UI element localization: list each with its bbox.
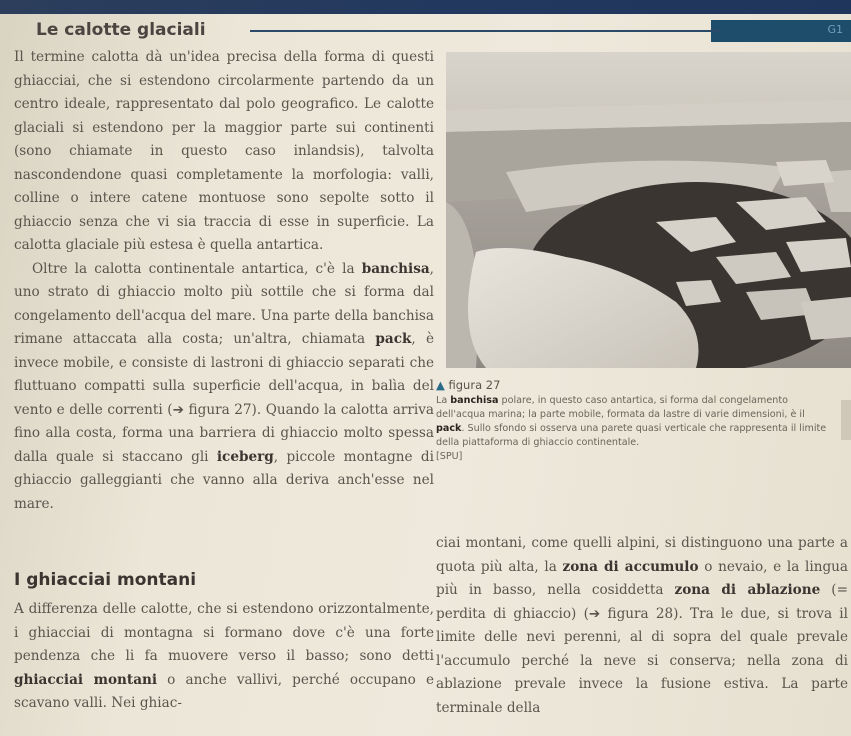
figure-caption: ▲ figura 27 La banchisa polare, in questo caso antartica, si forma dal congelamento dell'acqua marina; la parte mobile, formata da lastre di varie dimensioni, è il pack. Sullo sfondo si osserva una parete quasi verticale che rappresenta il limite della piattaforma di ghiaccio continentale. [SPU] xyxy=(436,378,836,464)
intro-paragraph-2: Oltre la calotta continentale antartica, c'è la banchisa, uno strato di ghiaccio molto più sottile che si forma dal congelamento dell'acqua del mare. Una parte della banchisa rimane attaccata alla costa; un'altra, chiamata pack, è invece mobile, e consiste di lastroni di ghiaccio separati che fluttuano compatti sulla superficie dell'acqua, in balìa del vento e delle correnti (➔ figura 27). Quando la calotta arriva fino alla costa, forma una barriera di ghiaccio molto spessa dalla quale si staccano gli iceberg, piccole montagne di ghiaccio galleggianti che vanno alla deriva anch'esse nel mare. xyxy=(14,260,434,512)
right-column-paragraph: ciai montani, come quelli alpini, si distinguono una parte a quota più alta, la zona di accumulo o nevaio, e la lingua più in basso, nella cosiddetta zona di ablazione (= perdita di ghiaccio) (➔ figura 28). Tra le due, si trova il limite delle nevi perenni, al di sopra del quale prevale l'accumulo perché la neve si conserva; nella zona di ablazione prevale invece la fusione estiva. La parte terminale della xyxy=(436,535,849,716)
term-zona-ablazione: zona di ablazione xyxy=(674,582,821,598)
intro-text xyxy=(14,46,434,516)
caption-tag: [SPU] xyxy=(436,451,463,462)
term-banchisa: banchisa xyxy=(361,260,430,277)
section2-text xyxy=(14,598,434,716)
section-heading: Le calotte glaciali xyxy=(36,20,206,40)
caption-term-pack: pack xyxy=(436,423,462,434)
caption-term-banchisa: banchisa xyxy=(450,395,499,406)
right-column-text xyxy=(436,532,848,720)
page-marker: G1 xyxy=(827,23,843,36)
section-title: I ghiacciai montani xyxy=(14,570,197,590)
header-rule xyxy=(250,30,720,32)
term-zona-accumulo: zona di accumulo xyxy=(562,558,699,575)
page-edge-tab xyxy=(841,400,851,440)
sea-ice-illustration xyxy=(446,52,851,368)
term-iceberg: iceberg xyxy=(216,448,274,465)
triangle-icon: ▲ xyxy=(436,378,445,392)
intro-paragraph-1: Il termine calotta dà un'idea precisa della forma di questi ghiacciai, che si estendono circolarmente partendo da un centro ideale, rappresentato dal polo geografico. Le calotte glaciali si estendono per la maggior parte sui continenti (sono chiamate in questo caso inlandsis), talvolta nascondendone quasi completamente la morfologia: valli, colline o intere catene montuose sono sepolte sotto il ghiaccio senza che vi sia traccia di esse in superficie. La calotta glaciale più estesa è quella antartica. xyxy=(14,49,434,253)
sea-ice-photo xyxy=(446,52,851,368)
figure-reference: ▲ figura 27 xyxy=(436,378,501,392)
section2-paragraph: A differenza delle calotte, che si estendono orizzontalmente, i ghiacciai di montagna si formano dove c'è una forte pendenza che li fa muovere verso il basso; sono detti ghiacciai montani o anche vallivi, perché occupano e scavano valli. Nei ghiac- xyxy=(14,601,434,711)
top-color-bar xyxy=(0,0,851,14)
page-marker-tab xyxy=(711,20,851,42)
term-pack: pack xyxy=(375,331,412,347)
term-ghiacciai-montani: ghiacciai montani xyxy=(14,671,158,688)
